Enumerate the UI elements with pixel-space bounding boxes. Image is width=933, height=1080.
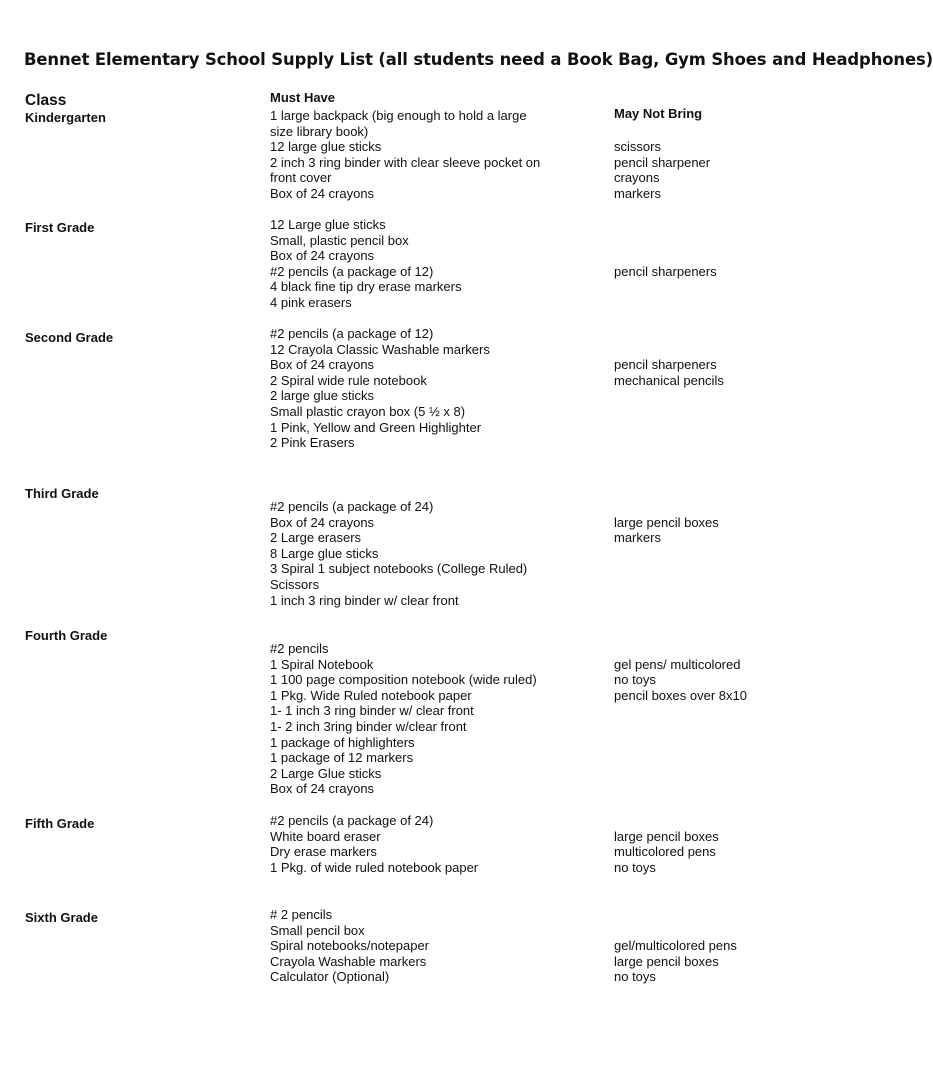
may-not-bring-item: no toys <box>614 672 656 688</box>
must-have-item: 1 large backpack (big enough to hold a large <box>270 108 527 123</box>
must-have-item: 1 Pink, Yellow and Green Highlighter <box>270 419 482 435</box>
grade-name: First Grade <box>25 220 95 235</box>
may-not-bring-list <box>614 641 824 797</box>
must-have-item: #2 pencils (a package of 24) <box>270 499 434 514</box>
may-not-bring-item <box>614 217 824 233</box>
must-have-item: Box of 24 crayons <box>270 248 375 264</box>
must-have-item: 8 Large glue sticks <box>270 545 379 561</box>
may-not-bring-list <box>614 217 824 311</box>
may-not-bring-item: pencil sharpeners <box>614 263 717 279</box>
may-not-bring-item: large pencil boxes <box>614 514 719 530</box>
must-have-item: Scissors <box>270 576 320 592</box>
may-not-bring-item <box>614 248 824 264</box>
must-have-item: # 2 pencils <box>270 907 333 922</box>
must-have-item: 1- 2 inch 3ring binder w/clear front <box>270 718 467 734</box>
may-not-bring-item <box>614 326 824 342</box>
must-have-item: #2 pencils (a package of 12) <box>270 326 434 341</box>
grade-name: Fifth Grade <box>25 816 95 831</box>
must-have-item: 1 Pkg. Wide Ruled notebook paper <box>270 687 472 703</box>
must-have-item: 2 large glue sticks <box>270 388 375 404</box>
may-not-bring-item <box>614 781 824 797</box>
must-have-list <box>270 217 600 311</box>
must-have-item: 1 100 page composition notebook (wide ruled) <box>270 672 537 688</box>
may-not-bring-item <box>614 703 824 719</box>
must-have-item: 12 Large glue sticks <box>270 217 386 232</box>
may-not-bring-item: mechanical pencils <box>614 372 724 388</box>
may-not-bring-item: markers <box>614 185 661 201</box>
may-not-bring-item: no toys <box>614 969 656 985</box>
grade-name: Fourth Grade <box>25 628 108 643</box>
must-have-item: Box of 24 crayons <box>270 781 375 797</box>
must-have-list <box>270 108 600 202</box>
must-have-item: 1 Pkg. of wide ruled notebook paper <box>270 859 479 875</box>
must-have-item: 2 Large erasers <box>270 530 362 546</box>
may-not-bring-item: large pencil boxes <box>614 953 719 969</box>
must-have-item: Spiral notebooks/notepaper <box>270 938 430 954</box>
grade-name: Sixth Grade <box>25 910 98 925</box>
may-not-bring-item: pencil boxes over 8x10 <box>614 687 747 703</box>
may-not-bring-item <box>614 735 824 751</box>
grade-name: Second Grade <box>25 330 114 345</box>
must-have-item: #2 pencils <box>270 641 329 656</box>
may-not-bring-item <box>614 388 824 404</box>
may-not-bring-item <box>614 420 824 436</box>
must-have-item: Box of 24 crayons <box>270 514 375 530</box>
must-have-item: size library book) <box>270 123 369 139</box>
must-have-item: 12 large glue sticks <box>270 139 382 155</box>
may-not-bring-list <box>614 108 824 202</box>
may-not-bring-item <box>614 233 824 249</box>
may-not-bring-item <box>614 593 824 609</box>
must-have-item: front cover <box>270 170 332 186</box>
may-not-bring-item <box>614 813 824 829</box>
grade-name: Third Grade <box>25 486 99 501</box>
must-have-item: #2 pencils (a package of 12) <box>270 263 434 279</box>
must-have-list <box>270 499 600 608</box>
may-not-bring-item <box>614 342 824 358</box>
may-not-bring-item <box>614 499 824 515</box>
may-not-bring-item <box>614 279 824 295</box>
may-not-bring-item <box>614 766 824 782</box>
must-have-item: Small, plastic pencil box <box>270 232 409 248</box>
must-have-item: 2 Spiral wide rule notebook <box>270 372 427 388</box>
must-have-list <box>270 326 600 451</box>
must-have-item: Box of 24 crayons <box>270 185 375 201</box>
may-not-bring-item: no toys <box>614 859 656 875</box>
must-have-item: 4 pink erasers <box>270 294 352 310</box>
may-not-bring-item: pencil sharpener <box>614 154 711 170</box>
may-not-bring-item <box>614 577 824 593</box>
must-have-item: 12 Crayola Classic Washable markers <box>270 341 490 357</box>
may-not-bring-list <box>614 499 824 608</box>
may-not-bring-item <box>614 124 824 140</box>
may-not-bring-item: crayons <box>614 170 660 186</box>
may-not-bring-item: markers <box>614 530 661 546</box>
must-have-item: 2 inch 3 ring binder with clear sleeve pocket on <box>270 154 541 170</box>
must-have-item: 4 black fine tip dry erase markers <box>270 279 462 295</box>
header-must-have: Must Have <box>270 90 336 105</box>
may-not-bring-item <box>614 561 824 577</box>
may-not-bring-item: pencil sharpeners <box>614 357 717 373</box>
may-not-bring-list <box>614 813 824 875</box>
must-have-list <box>270 813 600 875</box>
must-have-item: 3 Spiral 1 subject notebooks (College Ruled) <box>270 561 528 577</box>
grade-name: Kindergarten <box>25 110 106 125</box>
may-not-bring-item <box>614 641 824 657</box>
may-not-bring-list <box>614 326 824 451</box>
may-not-bring-item <box>614 108 824 124</box>
may-not-bring-item <box>614 750 824 766</box>
must-have-item: Calculator (Optional) <box>270 969 390 985</box>
may-not-bring-list <box>614 907 824 985</box>
must-have-item: Small plastic crayon box (5 ½ x 8) <box>270 403 466 419</box>
must-have-item: Box of 24 crayons <box>270 357 375 373</box>
may-not-bring-item: multicolored pens <box>614 844 716 860</box>
must-have-item: Crayola Washable markers <box>270 953 427 969</box>
may-not-bring-item <box>614 719 824 735</box>
may-not-bring-item: gel/multicolored pens <box>614 938 737 954</box>
header-class: Class <box>25 92 67 109</box>
may-not-bring-item <box>614 546 824 562</box>
must-have-list <box>270 641 600 797</box>
must-have-item: Dry erase markers <box>270 844 377 860</box>
may-not-bring-item <box>614 404 824 420</box>
must-have-item: 1 package of highlighters <box>270 734 415 750</box>
must-have-item: Small pencil box <box>270 922 365 938</box>
header-may-not-bring: May Not Bring <box>614 106 703 121</box>
must-have-item: 1 inch 3 ring binder w/ clear front <box>270 592 459 608</box>
document-title: Bennet Elementary School Supply List (all students need a Book Bag, Gym Shoes and Headphones) <box>24 50 933 69</box>
may-not-bring-item <box>614 923 824 939</box>
must-have-item: 2 Pink Erasers <box>270 435 355 451</box>
may-not-bring-item: scissors <box>614 139 661 155</box>
may-not-bring-item: gel pens/ multicolored <box>614 656 741 672</box>
must-have-item: White board eraser <box>270 828 381 844</box>
may-not-bring-item <box>614 907 824 923</box>
must-have-list <box>270 907 600 985</box>
must-have-item: 1 Spiral Notebook <box>270 656 374 672</box>
must-have-item: #2 pencils (a package of 24) <box>270 813 434 828</box>
may-not-bring-item <box>614 295 824 311</box>
may-not-bring-item: large pencil boxes <box>614 828 719 844</box>
must-have-item: 1 package of 12 markers <box>270 750 414 766</box>
must-have-item: 1- 1 inch 3 ring binder w/ clear front <box>270 703 474 719</box>
may-not-bring-item <box>614 435 824 451</box>
must-have-item: 2 Large Glue sticks <box>270 765 382 781</box>
